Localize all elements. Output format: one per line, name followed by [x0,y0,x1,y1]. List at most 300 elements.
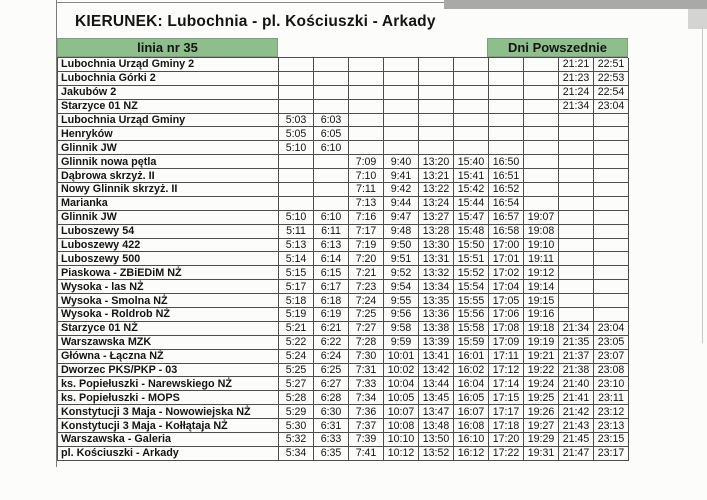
time-cell: 17:17 [489,405,524,419]
table-row [58,72,628,86]
line-number-band [57,38,278,57]
stop-name-cell: Wysoka - Roldrob NŻ [58,308,279,322]
time-cell: 5:15 [279,266,314,280]
time-cell: 5:34 [279,447,314,461]
time-cell: 9:41 [384,169,419,183]
time-cell [314,197,349,211]
table-row [58,266,628,280]
time-cell: 13:28 [419,225,454,239]
stop-name-cell: Konstytucji 3 Maja - Nowowiejska NŻ [58,405,279,419]
time-cell: 13:36 [419,308,454,322]
time-cell: 9:47 [384,211,419,225]
table-row [58,308,628,322]
time-cell: 17:04 [489,280,524,294]
time-cell: 22:53 [594,72,629,86]
time-cell [594,225,629,239]
scan-edge-line-right [702,28,703,343]
time-cell: 23:15 [594,433,629,447]
page-title: KIERUNEK: Lubochnia - pl. Kościuszki - Arkady [75,13,436,30]
time-cell: 13:38 [419,322,454,336]
time-cell [279,100,314,114]
stop-name-cell: Jakubów 2 [58,86,279,100]
time-cell: 7:30 [349,350,384,364]
time-cell: 13:24 [419,197,454,211]
time-cell: 6:15 [314,266,349,280]
time-cell: 10:05 [384,391,419,405]
time-cell [454,100,489,114]
time-cell: 13:32 [419,266,454,280]
time-cell: 19:18 [524,322,559,336]
time-cell: 19:19 [524,336,559,350]
time-cell: 23:05 [594,336,629,350]
time-cell: 5:32 [279,433,314,447]
table-row [58,86,628,100]
time-cell: 6:10 [314,141,349,155]
time-cell: 16:02 [454,364,489,378]
time-cell: 7:19 [349,239,384,253]
time-cell [559,169,594,183]
time-cell: 19:14 [524,280,559,294]
time-cell: 9:59 [384,336,419,350]
time-cell [384,141,419,155]
time-cell: 16:51 [489,169,524,183]
time-cell [524,197,559,211]
timetable-body [57,57,628,461]
time-cell: 21:34 [559,100,594,114]
time-cell [314,100,349,114]
time-cell [524,127,559,141]
time-cell [454,86,489,100]
time-cell [559,211,594,225]
time-cell [594,141,629,155]
time-cell: 7:10 [349,169,384,183]
time-cell [594,239,629,253]
time-cell [559,294,594,308]
table-row [58,225,628,239]
time-cell [524,114,559,128]
time-cell [524,169,559,183]
time-cell: 7:36 [349,405,384,419]
time-cell [279,169,314,183]
stop-name-cell: Starzyce 01 NŻ [58,322,279,336]
time-cell: 10:02 [384,364,419,378]
time-cell [524,183,559,197]
time-cell: 15:59 [454,336,489,350]
time-cell [594,127,629,141]
time-cell: 6:13 [314,239,349,253]
time-cell [559,239,594,253]
time-cell: 10:01 [384,350,419,364]
time-cell: 19:21 [524,350,559,364]
time-cell: 10:04 [384,377,419,391]
time-cell: 17:08 [489,322,524,336]
time-cell: 5:29 [279,405,314,419]
time-cell [384,58,419,72]
time-cell [314,72,349,86]
time-cell [349,100,384,114]
time-cell [454,114,489,128]
time-cell: 21:21 [559,58,594,72]
time-cell: 16:01 [454,350,489,364]
time-cell [594,308,629,322]
time-cell: 5:10 [279,211,314,225]
time-cell [559,197,594,211]
time-cell: 15:50 [454,239,489,253]
time-cell [384,127,419,141]
stop-name-cell: Glinnik JW [58,211,279,225]
time-cell [349,141,384,155]
time-cell: 19:10 [524,239,559,253]
time-cell: 6:25 [314,364,349,378]
stop-name-cell: Glinnik nowa pętla [58,155,279,169]
time-cell [454,127,489,141]
stop-name-cell: Lubochnia Urząd Gminy [58,114,279,128]
table-row [58,336,628,350]
time-cell: 16:57 [489,211,524,225]
time-cell: 19:07 [524,211,559,225]
time-cell: 6:19 [314,308,349,322]
time-cell: 15:51 [454,252,489,266]
time-cell: 7:21 [349,266,384,280]
time-cell: 21:34 [559,322,594,336]
time-cell: 17:20 [489,433,524,447]
time-cell: 5:13 [279,239,314,253]
time-cell: 6:10 [314,211,349,225]
stop-name-cell: Główna - Łączna NŻ [58,350,279,364]
time-cell [419,86,454,100]
time-cell [384,72,419,86]
time-cell [524,155,559,169]
scan-edge-line-top [57,2,445,3]
time-cell: 19:15 [524,294,559,308]
time-cell: 13:42 [419,364,454,378]
weekdays-band [487,38,628,57]
time-cell: 21:40 [559,377,594,391]
table-row [58,322,628,336]
time-cell: 5:14 [279,252,314,266]
time-cell: 7:09 [349,155,384,169]
line-number-label: linia nr 35 [137,40,198,55]
time-cell: 15:56 [454,308,489,322]
time-cell: 21:24 [559,86,594,100]
time-cell: 6:30 [314,405,349,419]
table-row [58,433,628,447]
time-cell: 7:17 [349,225,384,239]
time-cell [489,58,524,72]
time-cell [594,183,629,197]
time-cell: 19:27 [524,419,559,433]
time-cell: 9:48 [384,225,419,239]
time-cell: 13:27 [419,211,454,225]
table-row [58,127,628,141]
time-cell [489,72,524,86]
time-cell: 9:52 [384,266,419,280]
time-cell [524,58,559,72]
time-cell: 13:39 [419,336,454,350]
time-cell [314,183,349,197]
stop-name-cell: Luboszewy 54 [58,225,279,239]
time-cell [524,72,559,86]
time-cell [594,252,629,266]
time-cell: 21:35 [559,336,594,350]
time-cell [279,155,314,169]
time-cell: 13:50 [419,433,454,447]
time-cell: 17:01 [489,252,524,266]
time-cell: 15:58 [454,322,489,336]
time-cell: 13:45 [419,391,454,405]
time-cell: 21:23 [559,72,594,86]
time-cell: 7:39 [349,433,384,447]
time-cell [594,155,629,169]
time-cell: 22:51 [594,58,629,72]
stop-name-cell: Piaskowa - ZBiEDiM NŻ [58,266,279,280]
time-cell: 23:13 [594,419,629,433]
time-cell: 5:24 [279,350,314,364]
time-cell: 9:54 [384,280,419,294]
time-cell: 17:11 [489,350,524,364]
time-cell: 21:47 [559,447,594,461]
time-cell: 5:27 [279,377,314,391]
time-cell: 15:54 [454,280,489,294]
time-cell [594,280,629,294]
time-cell [594,266,629,280]
time-cell: 17:12 [489,364,524,378]
time-cell: 6:17 [314,280,349,294]
table-row [58,391,628,405]
time-cell: 13:44 [419,377,454,391]
time-cell: 16:58 [489,225,524,239]
stop-name-cell: Warszawska - Galeria [58,433,279,447]
time-cell: 17:05 [489,294,524,308]
stop-name-cell: Marianka [58,197,279,211]
time-cell [559,252,594,266]
time-cell: 6:31 [314,419,349,433]
time-cell: 17:22 [489,447,524,461]
table-row [58,377,628,391]
time-cell: 7:13 [349,197,384,211]
time-cell [559,308,594,322]
time-cell: 9:42 [384,183,419,197]
time-cell [559,225,594,239]
time-cell: 5:22 [279,336,314,350]
time-cell: 13:41 [419,350,454,364]
table-row [58,211,628,225]
time-cell [594,197,629,211]
time-cell: 17:09 [489,336,524,350]
time-cell: 16:10 [454,433,489,447]
time-cell: 6:18 [314,294,349,308]
time-cell: 9:40 [384,155,419,169]
time-cell [349,127,384,141]
time-cell: 22:54 [594,86,629,100]
time-cell: 10:12 [384,447,419,461]
time-cell: 13:52 [419,447,454,461]
time-cell: 13:20 [419,155,454,169]
time-cell: 13:31 [419,252,454,266]
time-cell: 5:19 [279,308,314,322]
stop-name-cell: Glinnik JW [58,141,279,155]
time-cell [559,114,594,128]
stop-name-cell: Warszawska MZK [58,336,279,350]
stop-name-cell: Luboszewy 422 [58,239,279,253]
table-row [58,239,628,253]
time-cell [489,127,524,141]
time-cell: 6:05 [314,127,349,141]
time-cell [594,114,629,128]
time-cell [524,86,559,100]
time-cell: 21:41 [559,391,594,405]
time-cell: 16:12 [454,447,489,461]
time-cell: 21:43 [559,419,594,433]
time-cell: 7:37 [349,419,384,433]
table-row [58,294,628,308]
time-cell: 23:04 [594,100,629,114]
table-row [58,419,628,433]
time-cell: 15:44 [454,197,489,211]
scan-shadow-corner [688,9,707,29]
time-cell: 6:24 [314,350,349,364]
table-row [58,405,628,419]
stop-name-cell: Starzyce 01 NZ [58,100,279,114]
time-cell: 9:51 [384,252,419,266]
time-cell: 9:55 [384,294,419,308]
time-cell: 7:34 [349,391,384,405]
table-row [58,169,628,183]
table-row [58,447,628,461]
time-cell [559,155,594,169]
time-cell: 19:11 [524,252,559,266]
time-cell: 21:38 [559,364,594,378]
time-cell: 19:08 [524,225,559,239]
time-cell: 10:10 [384,433,419,447]
time-cell: 17:00 [489,239,524,253]
time-cell: 19:25 [524,391,559,405]
time-cell [559,266,594,280]
time-cell [419,127,454,141]
table-row [58,350,628,364]
time-cell: 13:48 [419,419,454,433]
time-cell: 13:47 [419,405,454,419]
time-cell [594,211,629,225]
time-cell [559,183,594,197]
time-cell [489,100,524,114]
time-cell [384,86,419,100]
time-cell: 6:14 [314,252,349,266]
time-cell [559,127,594,141]
time-cell: 10:07 [384,405,419,419]
scan-shadow-top-right [444,0,707,9]
time-cell: 19:16 [524,308,559,322]
time-cell: 7:20 [349,252,384,266]
time-cell: 17:06 [489,308,524,322]
time-cell: 5:30 [279,419,314,433]
time-cell: 16:50 [489,155,524,169]
table-row [58,197,628,211]
stop-name-cell: Luboszewy 500 [58,252,279,266]
time-cell [419,72,454,86]
stop-name-cell: Henryków [58,127,279,141]
time-cell: 19:12 [524,266,559,280]
stop-name-cell: pl. Kościuszki - Arkady [58,447,279,461]
time-cell: 15:55 [454,294,489,308]
time-cell: 19:22 [524,364,559,378]
time-cell [314,155,349,169]
time-cell [279,58,314,72]
time-cell: 17:14 [489,377,524,391]
time-cell [419,100,454,114]
time-cell: 13:34 [419,280,454,294]
time-cell: 23:08 [594,364,629,378]
time-cell: 6:22 [314,336,349,350]
time-cell [384,114,419,128]
time-cell: 13:35 [419,294,454,308]
time-cell: 5:25 [279,364,314,378]
time-cell [279,72,314,86]
time-cell [489,141,524,155]
time-cell: 16:04 [454,377,489,391]
stop-name-cell: ks. Popiełuszki - MOPS [58,391,279,405]
time-cell: 5:21 [279,322,314,336]
time-cell: 6:27 [314,377,349,391]
time-cell: 5:03 [279,114,314,128]
time-cell [279,183,314,197]
table-row [58,58,628,72]
time-cell: 9:58 [384,322,419,336]
time-cell: 19:29 [524,433,559,447]
time-cell [524,141,559,155]
time-cell: 5:17 [279,280,314,294]
time-cell: 13:30 [419,239,454,253]
time-cell [454,72,489,86]
time-cell [594,294,629,308]
stop-name-cell: Nowy Glinnik skrzyż. II [58,183,279,197]
time-cell: 10:08 [384,419,419,433]
time-cell: 5:11 [279,225,314,239]
time-cell: 7:16 [349,211,384,225]
time-cell: 15:48 [454,225,489,239]
time-cell: 23:17 [594,447,629,461]
time-cell: 7:41 [349,447,384,461]
stop-name-cell: Wysoka - Smolna NŻ [58,294,279,308]
time-cell [419,141,454,155]
time-cell: 7:31 [349,364,384,378]
time-cell: 23:04 [594,322,629,336]
time-cell: 5:28 [279,391,314,405]
time-cell [559,280,594,294]
time-cell [314,58,349,72]
time-cell: 21:45 [559,433,594,447]
time-cell [349,58,384,72]
time-cell: 7:11 [349,183,384,197]
time-cell: 23:11 [594,391,629,405]
time-cell: 6:33 [314,433,349,447]
time-cell [349,72,384,86]
time-cell: 6:28 [314,391,349,405]
time-cell: 16:05 [454,391,489,405]
table-row [58,364,628,378]
time-cell: 23:10 [594,377,629,391]
time-cell [524,100,559,114]
time-cell: 15:42 [454,183,489,197]
table-row [58,100,628,114]
time-cell [419,114,454,128]
time-cell [279,86,314,100]
time-cell: 7:28 [349,336,384,350]
time-cell: 16:52 [489,183,524,197]
time-cell [314,86,349,100]
time-cell [314,169,349,183]
time-cell: 15:47 [454,211,489,225]
